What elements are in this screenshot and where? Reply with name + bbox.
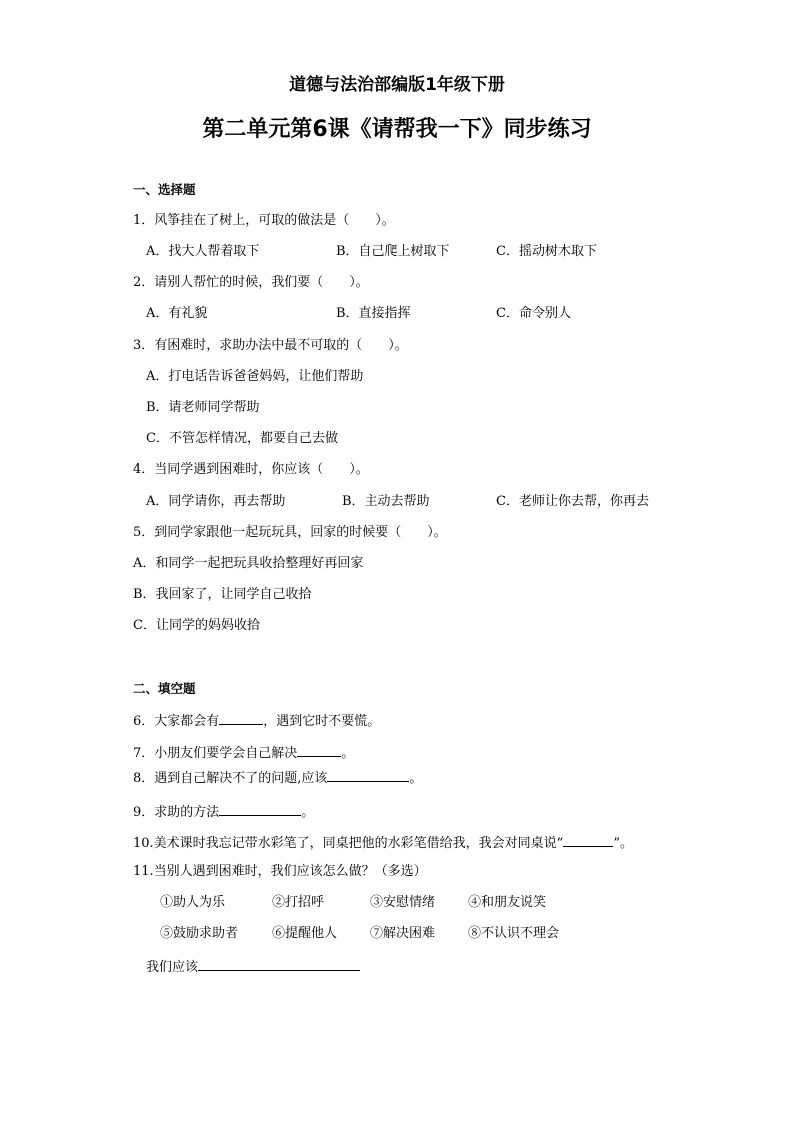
answer-blank (219, 711, 263, 725)
q11-option-4: ④和朋友说笑 (468, 895, 547, 910)
question-6 (133, 711, 380, 730)
answer-blank (219, 802, 301, 816)
document-title: 道德与法治部编版1年级下册 (289, 75, 505, 95)
answer-blank (297, 743, 341, 757)
question-8-pre: 8．遇到自己解决不了的问题,应该 (133, 771, 328, 786)
question-11-answer-line (146, 957, 360, 976)
question-1-option-b: B．自己爬上树取下 (336, 244, 450, 259)
answer-blank (198, 957, 360, 971)
question-3-option-c: C．不管怎样情况，都要自己去做 (146, 431, 338, 446)
question-6-post: ，遇到它时不要慌。 (263, 714, 381, 729)
question-4-option-c: C．老师让你去帮，你再去 (496, 494, 649, 509)
question-4-option-a: A．同学请你，再去帮助 (146, 494, 286, 509)
question-5-option-a: A．和同学一起把玩具收拾整理好再回家 (133, 556, 364, 571)
document-subtitle: 第二单元第6课《请帮我一下》同步练习 (202, 117, 592, 142)
question-4-option-b: B．主动去帮助 (342, 494, 430, 509)
question-9 (133, 802, 314, 821)
question-9-post: 。 (301, 805, 315, 820)
question-8 (133, 768, 422, 787)
question-2-option-a: A．有礼貌 (146, 306, 208, 321)
question-7 (133, 743, 354, 762)
q11-option-3: ③安慰情绪 (370, 895, 436, 910)
question-2-stem: 2．请别人帮忙的时候，我们要（ ）。 (133, 275, 369, 290)
question-5-option-c: C．让同学的妈妈收拾 (133, 618, 260, 633)
question-4-stem: 4．当同学遇到困难时，你应该（ ）。 (133, 462, 369, 477)
question-3-option-a: A．打电话告诉爸爸妈妈，让他们帮助 (146, 369, 364, 384)
question-5-stem: 5．到同学家跟他一起玩玩具，回家的时候要（ ）。 (133, 525, 447, 540)
question-1-option-a: A．找大人帮着取下 (146, 244, 260, 259)
question-8-post: 。 (409, 771, 423, 786)
q11-option-5: ⑤鼓励求助者 (160, 926, 239, 941)
question-2-option-c: C．命令别人 (496, 306, 571, 321)
section-heading-fill: 二、填空题 (133, 681, 196, 696)
q11-option-2: ②打招呼 (272, 895, 325, 910)
question-9-pre: 9．求助的方法 (133, 805, 220, 820)
answer-blank (327, 768, 409, 782)
question-10 (133, 833, 633, 852)
question-5-option-b: B．我回家了，让同学自己收拾 (133, 587, 312, 602)
answer-prefix: 我们应该 (146, 960, 199, 975)
question-1-option-c: C．摇动树木取下 (496, 244, 597, 259)
question-11-stem: 11.当别人遇到困难时，我们应该怎么做？（多选） (133, 864, 427, 879)
question-3-option-b: B．请老师同学帮助 (146, 400, 260, 415)
q11-option-7: ⑦解决困难 (370, 926, 436, 941)
section-heading-choice: 一、选择题 (133, 182, 196, 197)
q11-option-8: ⑧不认识不理会 (468, 926, 560, 941)
q11-option-1: ①助人为乐 (160, 895, 226, 910)
question-1-stem: 1．风筝挂在了树上，可取的做法是（ ）。 (133, 213, 395, 228)
question-2-option-b: B．直接指挥 (336, 306, 411, 321)
question-3-stem: 3．有困难时，求助办法中最不可取的（ ）。 (133, 338, 408, 353)
q11-option-6: ⑥提醒他人 (272, 926, 338, 941)
question-6-pre: 6．大家都会有 (133, 714, 220, 729)
question-10-post: ”。 (613, 836, 633, 851)
question-7-post: 。 (341, 746, 355, 761)
question-10-pre: 10.美术课时我忘记带水彩笔了，同桌把他的水彩笔借给我，我会对同桌说“ (133, 836, 564, 851)
question-7-pre: 7．小朋友们要学会自己解决 (133, 746, 298, 761)
answer-blank (563, 833, 613, 847)
